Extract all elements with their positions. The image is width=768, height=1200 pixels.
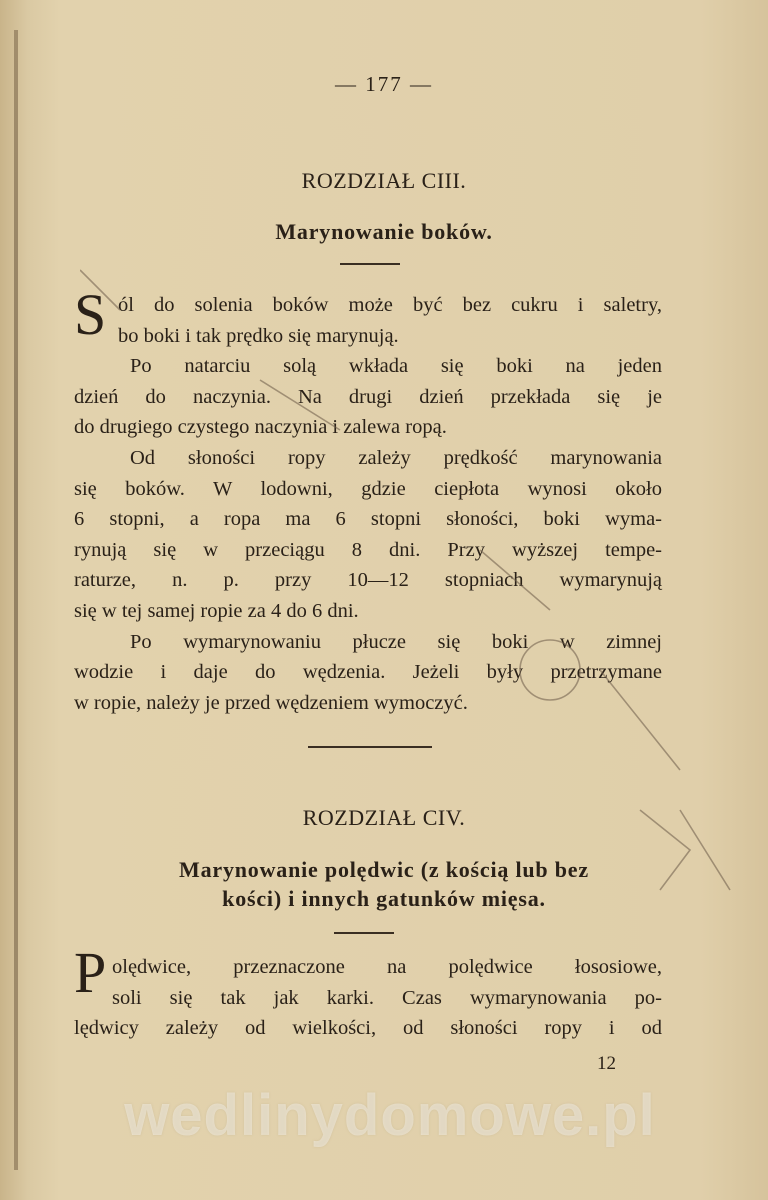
chapter-title-civ-line1: Marynowanie polędwic (z kością lub bez (179, 857, 589, 882)
page-number: — 177 — (335, 72, 433, 96)
chapter-heading-civ: ROZDZIAŁ CIV. (302, 805, 466, 830)
text-line: olędwice, przeznaczone na polędwice łososiowe, (112, 956, 662, 978)
text-line: ól do solenia boków może być bez cukru i saletry, (118, 294, 662, 316)
library-stamp-mark (80, 250, 760, 950)
text-line: się w tej samej ropie za 4 do 6 dni. (74, 599, 359, 622)
text-line: raturze, n. p. przy 10—12 stopniach wymarynują (74, 569, 662, 592)
text-line: rynują się w przeciągu 8 dni. Przy wyższej tempe- (74, 538, 662, 561)
text-line: bo boki i tak prędko się marynują. (118, 324, 399, 347)
chapter-title-ciii: Marynowanie boków. (275, 219, 493, 244)
text-line: soli się tak jak karki. Czas wymarynowania po- (112, 986, 662, 1009)
text-line: dzień do naczynia. Na drugi dzień przekłada się je (74, 385, 662, 408)
chapter-heading-ciii: ROZDZIAŁ CIII. (301, 168, 467, 193)
chapter-title-civ-line2: kości) i innych gatunków mięsa. (222, 886, 546, 911)
text-line: Od słoności ropy zależy prędkość marynowania (130, 446, 662, 469)
text-line: do drugiego czystego naczynia i zalewa ropą. (74, 416, 447, 439)
text-line: się boków. W lodowni, gdzie ciepłota wynosi około (74, 477, 662, 500)
text-line: Po natarciu solą wkłada się boki na jeden (130, 355, 662, 378)
chapter-civ-body (74, 952, 662, 1044)
signature-number: 12 (597, 1053, 616, 1074)
watermark: wedlinydomowe.pl (124, 1083, 656, 1148)
text-line: w ropie, należy je przed wędzeniem wymoczyć. (74, 691, 468, 714)
text-line: lędwicy zależy od wielkości, od słoności ropy i od (74, 1017, 662, 1040)
text-line: 6 stopni, a ropa ma 6 stopni słoności, boki wyma- (74, 508, 662, 531)
text-line: Po wymarynowaniu płucze się boki w zimnej (130, 630, 662, 653)
dropcap-s: S (74, 282, 107, 347)
text-line: wodzie i daje do wędzenia. Jeżeli były przetrzymane (74, 661, 662, 684)
page-binding-edge (14, 30, 18, 1170)
dropcap-p: P (74, 940, 107, 1005)
